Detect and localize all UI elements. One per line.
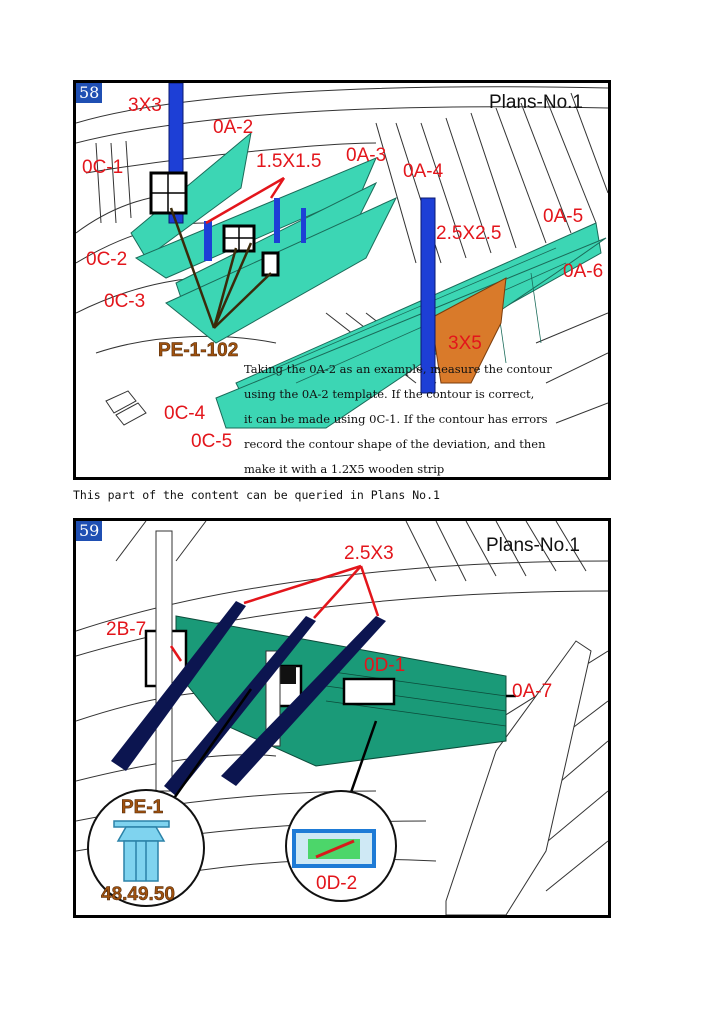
dimension-label-3x3: 3X3	[128, 95, 162, 116]
part-label-0a-3: 0A-3	[346, 145, 387, 166]
dimension-label-1-5x1-5: 1.5X1.5	[256, 151, 322, 172]
diagram-panel-59	[73, 518, 611, 918]
part-label-0a-7: 0A-7	[512, 681, 553, 702]
part-label-0c-4: 0C-4	[164, 403, 206, 424]
dimension-label-2-5x2-5: 2.5X2.5	[436, 223, 502, 244]
note-line: Taking the 0A-2 as an example, measure the contour	[244, 362, 552, 376]
part-label-pe-1-102: PE-1-102	[158, 340, 239, 361]
part-label-0d-1: 0D-1	[364, 655, 406, 676]
plans-reference: Plans-No.1	[489, 92, 583, 113]
part-label-0c-2: 0C-2	[86, 249, 128, 270]
note-line: make it with a 1.2X5 wooden strip	[244, 462, 445, 476]
part-label-0a-4: 0A-4	[403, 161, 444, 182]
part-label-pe-1: PE-1	[121, 797, 164, 818]
part-label-0a-6: 0A-6	[563, 261, 604, 282]
part-label-0d-2: 0D-2	[316, 873, 358, 894]
step-number: 59	[76, 521, 102, 541]
plans-reference: Plans-No.1	[486, 535, 580, 556]
part-label-0c-1: 0C-1	[82, 157, 124, 178]
part-label-0c-5: 0C-5	[191, 431, 233, 452]
page-caption: This part of the content can be queried in Plans No.1	[73, 488, 440, 502]
ship-deck-illustration-59	[76, 521, 608, 915]
part-label-0c-3: 0C-3	[104, 291, 146, 312]
dimension-label-3x5: 3X5	[448, 333, 482, 354]
diagram-panel-58	[73, 80, 611, 480]
note-line: using the 0A-2 template. If the contour is correct,	[244, 387, 535, 401]
dimension-label-2-5x3: 2.5X3	[344, 543, 394, 564]
note-line: record the contour shape of the deviation, and then	[244, 437, 546, 451]
step-number: 58	[76, 83, 102, 103]
part-label-2b-7: 2B-7	[106, 619, 147, 640]
note-line: it can be made using 0C-1. If the contour has errors	[244, 412, 548, 426]
instruction-note	[244, 357, 611, 480]
part-label-0a-2: 0A-2	[213, 117, 254, 138]
part-label-0a-5: 0A-5	[543, 206, 584, 227]
part-number-label: 48.49.50	[101, 884, 175, 905]
